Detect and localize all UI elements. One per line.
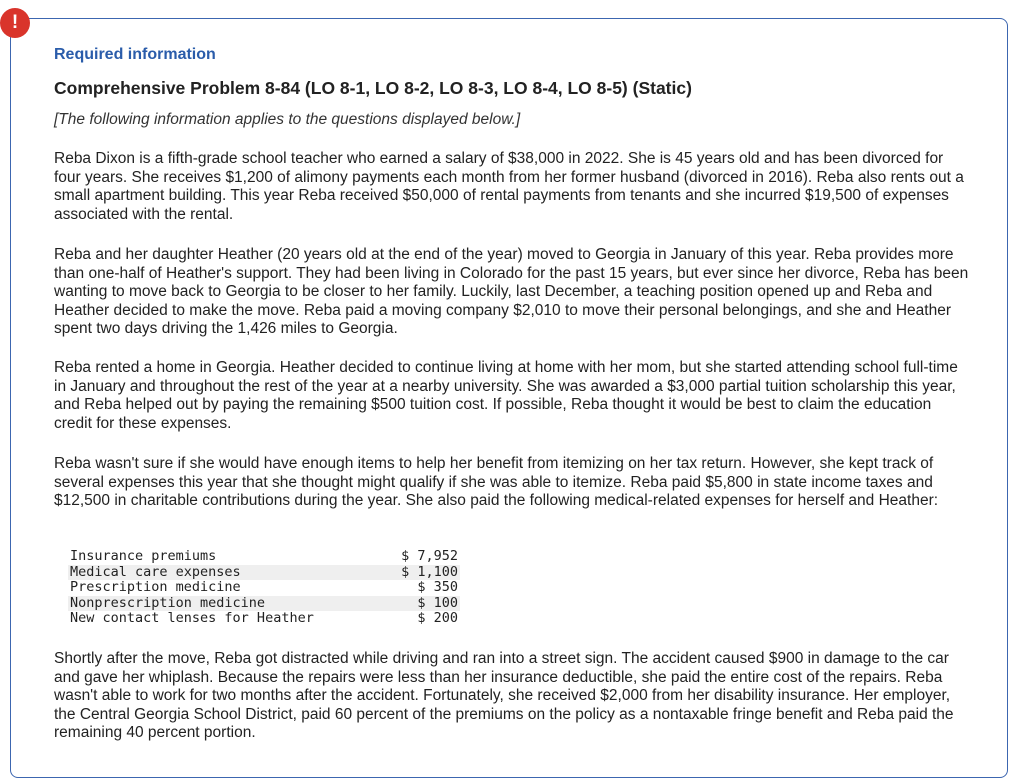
paragraph-accident: Shortly after the move, Reba got distracted while driving and ran into a street sign. The accident caused $900 in damage to the car and gave her whiplash. Because the repairs were less than her insurance deductible, she paid the entire cost of the repairs. Reba wasn't able to work for two months after the accident. Fortunately, she received $2,000 from her disability insurance. Her employer, the Central Georgia School District, paid 60 percent of the premiums on the policy as a nontaxable fringe benefit and Reba paid the remaining 40 percent portion. (54, 650, 954, 742)
expense-amount: $ 100 (388, 596, 460, 612)
expense-label: Medical care expenses (68, 565, 388, 581)
expense-amount: $ 350 (417, 579, 458, 596)
paragraph-education: Reba rented a home in Georgia. Heather decided to continue living at home with her mom, but she started attending school full-time in January and throughout the rest of the year at a nearby university. She was awarded a $3,000 partial tuition scholarship this year, and Reba helped out by paying the remaining $500 tuition cost. If possible, Reba thought it would be best to claim the education credit for these expenses. (54, 359, 958, 432)
table-row (68, 565, 460, 581)
table-row (68, 549, 460, 565)
expense-label: Prescription medicine (70, 579, 241, 596)
problem-title: Comprehensive Problem 8-84 (LO 8-1, LO 8-2, LO 8-3, LO 8-4, LO 8-5) (Static) (54, 78, 692, 98)
expense-amount: $ 1,100 (388, 565, 460, 581)
expense-label: Nonprescription medicine (68, 596, 388, 612)
paragraph-salary-alimony: Reba Dixon is a fifth-grade school teacher who earned a salary of $38,000 in 2022. She is 45 years old and has been divorced for four years. She receives $1,200 of alimony payments each month from her former husband (divorced in 2016). Reba also rents out a small apartment building. This year Reba received $50,000 of rental payments from tenants and she incurred $19,500 of expenses associated with the rental. (54, 150, 964, 223)
medical-expenses-table (68, 549, 460, 627)
table-row (68, 596, 460, 612)
expense-label: New contact lenses for Heather (70, 610, 314, 627)
required-information-heading: Required information (54, 46, 216, 63)
table-row (68, 580, 460, 596)
paragraph-itemizing: Reba wasn't sure if she would have enough items to help her benefit from itemizing on her tax return. However, she kept track of several expenses this year that she thought might qualify if she was able to itemize. Reba paid $5,800 in state income taxes and $12,500 in charitable contributions during the year. She also paid the following medical-related expenses for herself and Heather: (54, 455, 939, 510)
expense-amount: $ 7,952 (401, 548, 458, 564)
intro-note: [The following information applies to the questions displayed below.] (54, 111, 521, 128)
table-row (68, 611, 460, 627)
expense-amount: $ 200 (417, 610, 458, 627)
expense-label: Insurance premiums (70, 548, 217, 564)
alert-icon: ! (0, 8, 30, 38)
paragraph-move: Reba and her daughter Heather (20 years old at the end of the year) moved to Georgia in January of this year. Reba provides more than one-half of Heather's support. They had been living in Colorado for the past 15 years, but ever since her divorce, Reba has been wanting to move back to Georgia to be closer to her family. Luckily, last December, a teaching position opened up and Reba and Heather decided to make the move. Reba paid a moving company $2,010 to move their personal belongings, and she and Heather spent two days driving the 1,426 miles to Georgia. (54, 246, 969, 338)
